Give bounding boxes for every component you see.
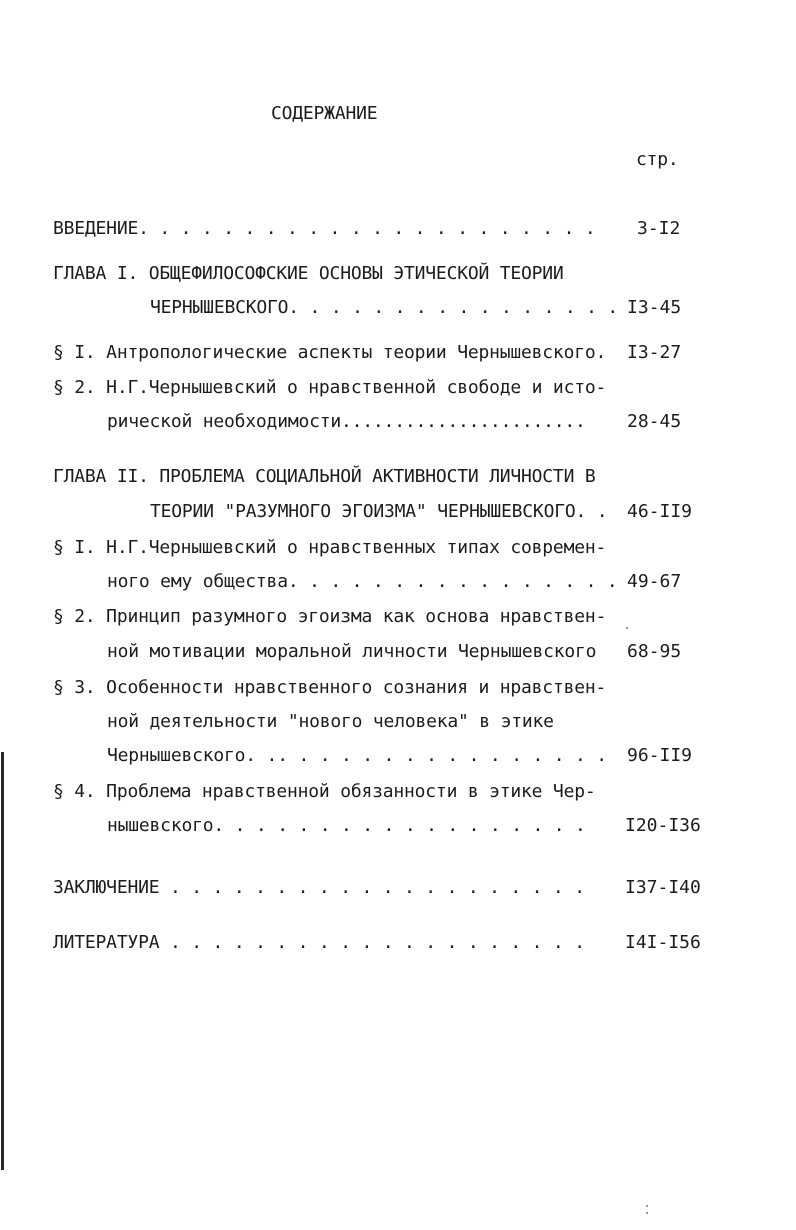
- scan-speck: [646, 1205, 648, 1207]
- toc-pages-section-2-4: I20-I36: [625, 815, 701, 836]
- toc-section-2-2-line-2: ной мотивации моральной личности Чернышевского: [107, 641, 597, 662]
- toc-pages-chapter-1: I3-45: [627, 297, 682, 318]
- toc-pages-chapter-2: 46-II9: [627, 501, 693, 522]
- toc-section-2-4-line-1: § 4. Проблема нравственной обязанности в этике Чер-: [53, 781, 596, 802]
- toc-pages-literature: I4I-I56: [625, 932, 701, 953]
- toc-section-1-2-line-1: § 2. Н.Г.Чернышевский о нравственной свободе и исто-: [53, 377, 607, 398]
- toc-pages-conclusion: I37-I40: [625, 877, 701, 898]
- toc-pages-section-1-1: I3-27: [627, 342, 682, 363]
- toc-entry-conclusion: ЗАКЛЮЧЕНИЕ . . . . . . . . . . . . . . . . . . . .: [53, 877, 585, 898]
- toc-section-1-2-line-2: рической необходимости.......................: [107, 411, 586, 432]
- scan-edge-bar: [1, 752, 4, 1170]
- toc-pages-introduction: 3-I2: [637, 218, 681, 239]
- toc-section-1-1: § I. Антропологические аспекты теории Чернышевского.: [53, 342, 607, 363]
- page-title: СОДЕРЖАНИЕ: [271, 103, 378, 124]
- scan-speck: [626, 627, 628, 629]
- toc-section-2-1-line-2: ного ему общества. . . . . . . . . . . . . . . .: [107, 571, 618, 592]
- toc-section-2-3-line-1: § 3. Особенности нравственного сознания и нравствен-: [53, 677, 607, 698]
- toc-section-2-3-line-2: ной деятельности "нового человека" в этике: [107, 711, 554, 732]
- toc-chapter-1-line-2: ЧЕРНЫШЕВСКОГО. . . . . . . . . . . . . . . .: [150, 297, 619, 318]
- toc-section-2-1-line-1: § I. Н.Г.Чернышевский о нравственных типах современ-: [53, 537, 607, 558]
- toc-pages-section-2-3: 96-II9: [627, 745, 693, 766]
- toc-entry-literature: ЛИТЕРАТУРА . . . . . . . . . . . . . . . . . . . .: [53, 932, 585, 953]
- toc-chapter-2-line-1: ГЛАВА II. ПРОБЛЕМА СОЦИАЛЬНОЙ АКТИВНОСТИ ЛИЧНОСТИ В: [53, 466, 596, 487]
- toc-section-2-3-line-3: Чернышевского. .. . . . . . . . . . . . . . . .: [107, 745, 607, 766]
- toc-section-2-2-line-1: § 2. Принцип разумного эгоизма как основа нравствен-: [53, 606, 607, 627]
- toc-entry-introduction: ВВЕДЕНИЕ. . . . . . . . . . . . . . . . . . . . . .: [53, 218, 596, 239]
- toc-pages-section-2-2: 68-95: [627, 641, 682, 662]
- toc-pages-section-2-1: 49-67: [627, 571, 682, 592]
- toc-chapter-1-line-1: ГЛАВА I. ОБЩЕФИЛОСОФСКИЕ ОСНОВЫ ЭТИЧЕСКОЙ ТЕОРИИ: [53, 263, 564, 284]
- scan-speck: [646, 1212, 648, 1214]
- page-column-header: стр.: [636, 149, 679, 170]
- toc-section-2-4-line-2: нышевского. . . . . . . . . . . . . . . . . .: [107, 815, 586, 836]
- toc-chapter-2-line-2: ТЕОРИИ "РАЗУМНОГО ЭГОИЗМА" ЧЕРНЫШЕВСКОГО. .: [150, 501, 608, 522]
- toc-pages-section-1-2: 28-45: [627, 411, 682, 432]
